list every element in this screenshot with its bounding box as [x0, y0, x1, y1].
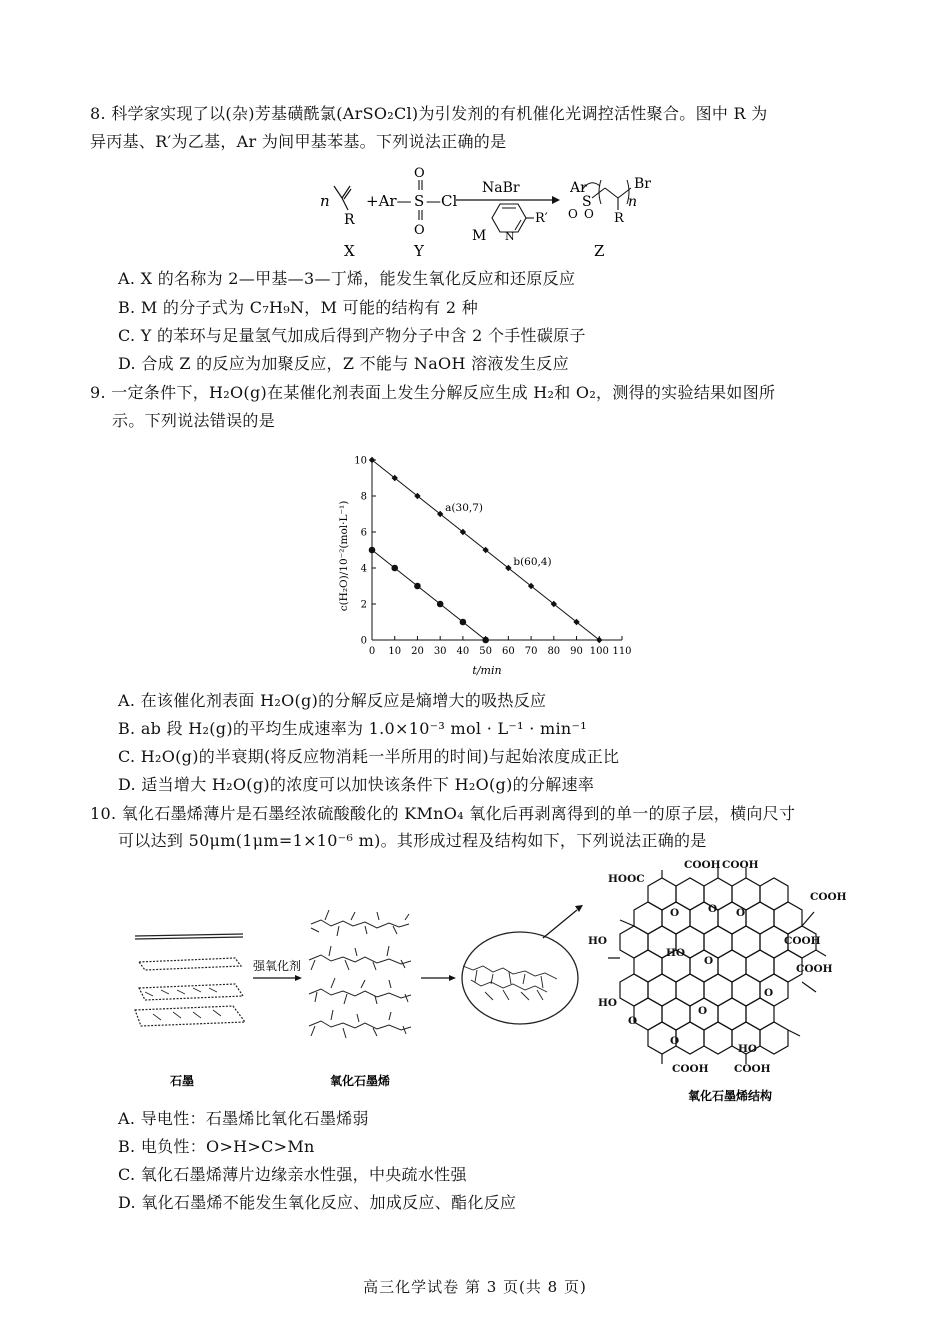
- z-n-symbol: n: [628, 194, 638, 210]
- annotation-b: b(60,4): [513, 556, 552, 568]
- graphene-oxide-label: 氧化石墨烯: [330, 1074, 391, 1088]
- q10-option-b: B. 电负性：O>H>C>Mn: [118, 1137, 315, 1156]
- group-cooh-bottom1: COOH: [672, 1063, 709, 1075]
- q8-stem-line1: 8. 科学家实现了以(杂)芳基磺酰氯(ArSO₂Cl)为引发剂的有机催化光调控活性聚合。图中 R 为: [90, 104, 768, 123]
- q9-stem-line2: 示。下列说法错误的是: [112, 411, 276, 430]
- q10-stem-line2: 可以达到 50μm(1μm=1×10⁻⁶ m)。其形成过程及结构如下，下列说法正确的是: [118, 831, 707, 850]
- single-sheet-drawing: [463, 966, 557, 1000]
- x-tick-label: 70: [524, 646, 538, 657]
- group-o-6: O: [698, 1005, 708, 1017]
- group-cooh-far-right: COOH: [784, 935, 821, 947]
- q8-reaction-scheme: [300, 162, 680, 264]
- z-o-left: O: [568, 207, 578, 221]
- m-rprime: R′: [535, 211, 548, 226]
- group-ho-center: HO: [666, 947, 686, 959]
- q9-option-b: B. ab 段 H₂(g)的平均生成速率为 1.0×10⁻³ mol · L⁻¹ · min⁻¹: [118, 719, 587, 738]
- y-label: Y: [414, 242, 424, 260]
- x-label: X: [344, 242, 355, 260]
- y-tick-label: 2: [360, 599, 367, 611]
- y-cl-atom: —Cl: [426, 192, 458, 210]
- group-cooh-bottom2: COOH: [734, 1063, 771, 1075]
- x-tick-label: 90: [570, 646, 583, 657]
- graphite-label: 石墨: [170, 1074, 195, 1088]
- series-2-point: [482, 637, 489, 644]
- y-o-top: O: [414, 166, 425, 181]
- z-s-atom: S: [582, 194, 592, 210]
- graphite-sheets-drawing: [135, 934, 245, 1026]
- q9-chart: [330, 448, 640, 680]
- m-label: M: [472, 228, 487, 244]
- y-o-bottom: O: [414, 223, 425, 238]
- group-cooh-top1: COOH: [684, 859, 721, 871]
- structure-label: 氧化石墨烯结构: [688, 1089, 773, 1103]
- group-cooh-right: COOH: [810, 891, 847, 903]
- y-s-atom: S: [414, 192, 425, 210]
- q10-option-d: D. 氧化石墨烯不能发生氧化反应、加成反应、酯化反应: [118, 1193, 517, 1212]
- series-2-point: [369, 547, 376, 554]
- series-2-point: [391, 565, 398, 572]
- annotation-a: a(30,7): [445, 502, 484, 514]
- z-r-group: R: [614, 211, 624, 226]
- q8-option-d: D. 合成 Z 的反应为加聚反应，Z 不能与 NaOH 溶液发生反应: [118, 354, 569, 373]
- y-tick-label: 10: [354, 455, 367, 467]
- chart-annotations: [445, 502, 551, 568]
- x-tick-label: 0: [368, 646, 376, 657]
- oxidant-label: 强氧化剂: [253, 959, 302, 973]
- q9-stem-line1: 9. 一定条件下，H₂O(g)在某催化剂表面上发生分解反应生成 H₂和 O₂，测得的实验结果如图所: [90, 383, 776, 402]
- q9-option-d: D. 适当增大 H₂O(g)的浓度可以加快该条件下 H₂O(g)的分解速率: [118, 775, 595, 794]
- y-tick-label: 4: [360, 563, 367, 575]
- y-ar-prefix: +Ar—: [366, 192, 412, 210]
- x-tick-label: 50: [479, 646, 493, 657]
- series-2-point: [414, 583, 421, 590]
- x-n-symbol: n: [320, 192, 330, 210]
- group-cooh-top2: COOH: [722, 859, 759, 871]
- page-footer: 高三化学试卷 第 3 页(共 8 页): [363, 1278, 587, 1296]
- graphene-oxide-structure: [588, 856, 858, 1104]
- y-tick-label: 6: [360, 527, 367, 539]
- group-o-2: O: [708, 903, 718, 915]
- group-o-7: O: [764, 987, 774, 999]
- x-r-group: R: [344, 212, 355, 228]
- q9-option-c: C. H₂O(g)的半衰期(将反应物消耗一半所用的时间)与起始浓度成正比: [118, 747, 620, 766]
- series-2-line: [372, 550, 486, 640]
- q10-option-a: A. 导电性：石墨烯比氧化石墨烯弱: [118, 1109, 369, 1128]
- x-tick-label: 10: [388, 646, 402, 657]
- x-tick-label: 60: [501, 646, 515, 657]
- series-2-point: [460, 619, 467, 626]
- group-hooc-left: HOOC: [608, 873, 645, 885]
- group-ho-left: HO: [588, 935, 608, 947]
- z-ar: Ar: [570, 180, 587, 196]
- single-sheet-circle: [462, 932, 578, 1024]
- x-tick-label: 110: [612, 646, 632, 657]
- group-o-1: O: [670, 907, 680, 919]
- z-br: Br: [634, 176, 651, 192]
- y-tick-label: 0: [360, 635, 367, 647]
- x-tick-label: 80: [547, 646, 561, 657]
- group-ho-lower-left: HO: [598, 997, 618, 1009]
- hexagon-lattice-drawing: [608, 868, 826, 1064]
- group-o-4: O: [704, 955, 714, 967]
- graphene-oxide-process-figure: [125, 880, 595, 1090]
- chart-axes: [372, 460, 622, 640]
- group-cooh-mid-right: COOH: [796, 963, 833, 975]
- z-o-right: O: [584, 207, 594, 221]
- x-tick-label: 100: [589, 646, 609, 657]
- functional-group-labels: [588, 859, 847, 1075]
- z-label: Z: [594, 242, 605, 260]
- q8-stem-line2: 异丙基、R′为乙基，Ar 为间甲基苯基。下列说法正确的是: [90, 132, 507, 151]
- q8-option-a: A. X 的名称为 2—甲基—3—丁烯，能发生氧化反应和还原反应: [118, 269, 576, 288]
- q8-option-b: B. M 的分子式为 C₇H₉N，M 可能的结构有 2 种: [118, 298, 479, 317]
- nabr-label: NaBr: [482, 180, 520, 196]
- x-tick-label: 30: [433, 646, 447, 657]
- q9-option-a: A. 在该催化剂表面 H₂O(g)的分解反应是熵增大的吸热反应: [118, 691, 547, 710]
- oxidized-graphene-layers-drawing: [309, 910, 411, 1038]
- q10-stem-line1: 10. 氧化石墨烯薄片是石墨经浓硫酸酸化的 KMnO₄ 氧化后再剥离得到的单一的原子层，横向尺寸: [90, 804, 796, 823]
- chart-x-ticks: [369, 636, 632, 657]
- group-o-3: O: [736, 907, 746, 919]
- x-tick-label: 20: [411, 646, 424, 657]
- group-o-8: O: [670, 1035, 680, 1047]
- series-2-point: [437, 601, 444, 608]
- y-tick-label: 8: [360, 491, 367, 503]
- q8-option-c: C. Y 的苯环与足量氢气加成后得到产物分子中含 2 个手性碳原子: [118, 326, 586, 345]
- group-o-5: O: [628, 1015, 638, 1027]
- group-ho-bottom: HO: [738, 1043, 758, 1055]
- chart-y-label: c(H₂O)/10⁻²(mol·L⁻¹): [338, 500, 350, 612]
- q10-option-c: C. 氧化石墨烯薄片边缘亲水性强，中央疏水性强: [118, 1165, 467, 1184]
- m-n-atom: N: [505, 230, 515, 243]
- chart-x-label: t/min: [472, 664, 502, 677]
- x-tick-label: 40: [456, 646, 470, 657]
